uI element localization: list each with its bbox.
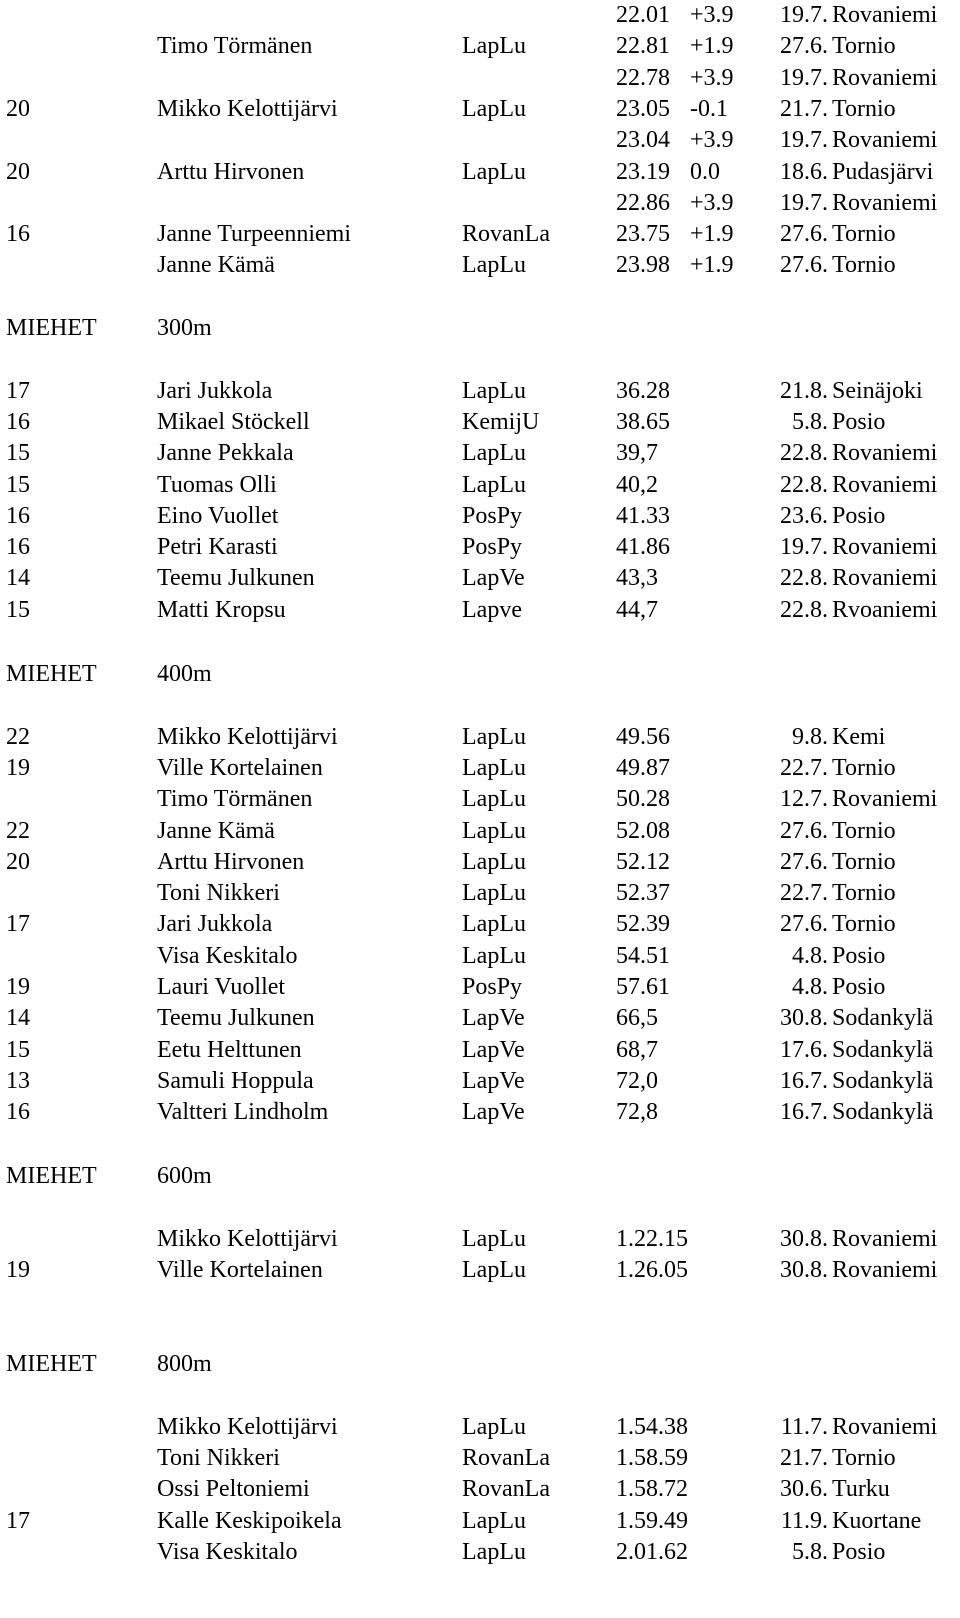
venue-name: Posio: [832, 942, 886, 969]
result-date: 19.7.: [780, 127, 828, 154]
venue-name: Rovaniemi: [832, 440, 938, 467]
venue-name: Rovaniemi: [832, 127, 938, 154]
venue-name: Tornio: [832, 252, 896, 279]
club-name: LapVe: [462, 1099, 525, 1126]
venue-name: Rovaniemi: [832, 1413, 938, 1440]
result-time: 72,8: [616, 1099, 658, 1126]
club-name: RovanLa: [462, 1476, 550, 1503]
club-name: RovanLa: [462, 221, 550, 248]
result-date: 30.8.: [780, 1225, 828, 1252]
section-event-label: 300m: [157, 315, 212, 341]
result-row: [0, 0, 960, 31]
athlete-name: Jari Jukkola: [157, 377, 273, 404]
result-time: 1.26.05: [616, 1256, 688, 1283]
result-date: 22.7.: [780, 754, 828, 781]
venue-name: Posio: [832, 974, 886, 1000]
wind-reading: 0.0: [690, 158, 720, 185]
result-time: 1.54.38: [616, 1413, 688, 1440]
result-row: [0, 562, 960, 594]
result-date: 27.6.: [780, 848, 828, 875]
result-row: [0, 93, 960, 125]
athlete-age: 22: [6, 817, 30, 844]
wind-reading: +3.9: [690, 2, 734, 28]
result-date: 27.6.: [780, 911, 828, 938]
club-name: LapLu: [462, 911, 526, 938]
athlete-age: 19: [6, 754, 30, 781]
result-time: 1.58.59: [616, 1444, 688, 1471]
athlete-name: Eetu Helttunen: [157, 1036, 302, 1063]
athlete-name: Samuli Hoppula: [157, 1067, 314, 1094]
result-date: 22.8.: [780, 565, 828, 592]
result-row: [0, 500, 960, 532]
athlete-name: Arttu Hirvonen: [157, 848, 305, 875]
club-name: RovanLa: [462, 1444, 550, 1471]
result-time: 68,7: [616, 1036, 658, 1063]
section-heading: [0, 1348, 960, 1380]
venue-name: Turku: [832, 1476, 890, 1503]
club-name: LapLu: [462, 754, 526, 781]
result-date: 27.6.: [780, 817, 828, 844]
athlete-name: Ville Kortelainen: [157, 1256, 323, 1283]
athlete-name: Visa Keskitalo: [157, 1538, 298, 1565]
result-row: [0, 124, 960, 156]
result-date: 27.6.: [780, 252, 828, 279]
athlete-name: Ossi Peltoniemi: [157, 1476, 310, 1503]
athlete-name: Mikko Kelottijärvi: [157, 95, 338, 122]
result-row: [0, 375, 960, 407]
result-time: 40,2: [616, 471, 658, 498]
result-row: [0, 469, 960, 501]
result-row: [0, 156, 960, 188]
athlete-name: Timo Törmänen: [157, 33, 313, 60]
result-date: 16.7.: [780, 1099, 828, 1126]
athlete-name: Janne Pekkala: [157, 440, 294, 467]
club-name: PosPy: [462, 974, 523, 1000]
result-row: [0, 877, 960, 909]
wind-reading: +1.9: [690, 33, 734, 60]
athlete-name: Petri Karasti: [157, 534, 278, 561]
athlete-age: 16: [6, 502, 30, 529]
result-row: [0, 406, 960, 438]
athlete-name: Jari Jukkola: [157, 911, 273, 938]
club-name: LapLu: [462, 1538, 526, 1565]
athlete-name: Ville Kortelainen: [157, 754, 323, 781]
club-name: LapLu: [462, 723, 526, 750]
result-date: 21.7.: [780, 95, 828, 122]
athlete-age: 20: [6, 95, 30, 122]
club-name: PosPy: [462, 502, 523, 529]
result-time: 54.51: [616, 942, 670, 969]
venue-name: Tornio: [832, 754, 896, 781]
athlete-age: 17: [6, 911, 30, 938]
venue-name: Rovaniemi: [832, 534, 938, 561]
venue-name: Kuortane: [832, 1507, 922, 1534]
venue-name: Rovaniemi: [832, 786, 938, 813]
result-date: 19.7.: [780, 189, 828, 216]
result-date: 30.6.: [780, 1476, 828, 1503]
athlete-name: Matti Kropsu: [157, 596, 286, 623]
result-date: 22.8.: [780, 471, 828, 498]
venue-name: Kemi: [832, 723, 886, 750]
club-name: LapVe: [462, 1036, 525, 1063]
athlete-age: 16: [6, 1099, 30, 1126]
athlete-name: Timo Törmänen: [157, 786, 313, 813]
result-date: 30.8.: [780, 1256, 828, 1283]
venue-name: Sodankylä: [832, 1099, 934, 1126]
venue-name: Sodankylä: [832, 1005, 934, 1032]
club-name: LapLu: [462, 1225, 526, 1252]
wind-reading: +1.9: [690, 252, 734, 279]
venue-name: Rvoaniemi: [832, 596, 938, 623]
venue-name: Tornio: [832, 880, 896, 907]
venue-name: Tornio: [832, 911, 896, 938]
wind-reading: +3.9: [690, 64, 734, 91]
result-time: 44,7: [616, 596, 658, 623]
club-name: LapLu: [462, 1413, 526, 1440]
section-event-label: 600m: [157, 1163, 212, 1189]
venue-name: Rovaniemi: [832, 471, 938, 498]
result-date: 4.8.: [792, 942, 828, 969]
result-row: [0, 1505, 960, 1537]
result-time: 23.98: [616, 252, 670, 279]
club-name: LapLu: [462, 471, 526, 498]
athlete-name: Mikko Kelottijärvi: [157, 1413, 338, 1440]
result-date: 5.8.: [792, 1538, 828, 1565]
result-row: [0, 437, 960, 469]
athlete-name: Teemu Julkunen: [157, 1005, 315, 1032]
club-name: LapLu: [462, 377, 526, 404]
club-name: LapLu: [462, 817, 526, 844]
result-date: 19.7.: [780, 2, 828, 28]
club-name: LapVe: [462, 565, 525, 592]
result-date: 4.8.: [792, 974, 828, 1000]
athlete-age: 15: [6, 596, 30, 623]
athlete-age: 16: [6, 408, 30, 435]
venue-name: Tornio: [832, 95, 896, 122]
section-group-label: MIEHET: [6, 315, 97, 341]
result-row: [0, 783, 960, 815]
venue-name: Rovaniemi: [832, 1256, 938, 1283]
athlete-age: 17: [6, 1507, 30, 1534]
result-time: 39,7: [616, 440, 658, 467]
athlete-name: Arttu Hirvonen: [157, 158, 305, 185]
result-date: 21.7.: [780, 1444, 828, 1471]
athlete-name: Tuomas Olli: [157, 471, 277, 498]
result-time: 23.75: [616, 221, 670, 248]
athlete-age: 15: [6, 1036, 30, 1063]
result-time: 22.01: [616, 2, 670, 28]
athlete-name: Mikko Kelottijärvi: [157, 723, 338, 750]
athlete-name: Eino Vuollet: [157, 502, 279, 529]
venue-name: Posio: [832, 502, 886, 529]
result-time: 52.12: [616, 848, 670, 875]
section-heading: [0, 658, 960, 690]
athlete-name: Janne Kämä: [157, 817, 275, 844]
result-time: 1.58.72: [616, 1476, 688, 1503]
venue-name: Rovaniemi: [832, 189, 938, 216]
athlete-age: 22: [6, 723, 30, 750]
result-date: 22.8.: [780, 440, 828, 467]
result-row: [0, 815, 960, 847]
club-name: LapLu: [462, 786, 526, 813]
athlete-name: Mikko Kelottijärvi: [157, 1225, 338, 1252]
result-row: [0, 1096, 960, 1128]
venue-name: Tornio: [832, 33, 896, 60]
result-row: [0, 218, 960, 250]
wind-reading: -0.1: [690, 95, 728, 122]
result-row: [0, 908, 960, 940]
athlete-name: Toni Nikkeri: [157, 1444, 280, 1471]
athlete-age: 20: [6, 848, 30, 875]
result-time: 41.86: [616, 534, 670, 561]
result-time: 1.22.15: [616, 1225, 688, 1252]
result-time: 43,3: [616, 565, 658, 592]
section-event-label: 400m: [157, 661, 212, 687]
result-row: [0, 1034, 960, 1066]
athlete-age: 19: [6, 974, 30, 1000]
venue-name: Tornio: [832, 1444, 896, 1471]
result-time: 57.61: [616, 974, 670, 1000]
section-group-label: MIEHET: [6, 661, 97, 687]
result-row: [0, 846, 960, 878]
athlete-name: Visa Keskitalo: [157, 942, 298, 969]
result-time: 23.05: [616, 95, 670, 122]
result-row: [0, 1536, 960, 1568]
venue-name: Tornio: [832, 848, 896, 875]
result-date: 18.6.: [780, 158, 828, 185]
club-name: LapVe: [462, 1067, 525, 1094]
club-name: LapVe: [462, 1005, 525, 1032]
result-time: 50.28: [616, 786, 670, 813]
result-time: 36.28: [616, 377, 670, 404]
result-time: 52.08: [616, 817, 670, 844]
result-row: [0, 1223, 960, 1255]
venue-name: Sodankylä: [832, 1067, 934, 1094]
venue-name: Tornio: [832, 817, 896, 844]
result-row: [0, 1442, 960, 1474]
result-time: 22.81: [616, 33, 670, 60]
athlete-age: 15: [6, 471, 30, 498]
result-row: [0, 1002, 960, 1034]
athlete-name: Kalle Keskipoikela: [157, 1507, 342, 1534]
athlete-age: 14: [6, 1005, 30, 1032]
venue-name: Rovaniemi: [832, 64, 938, 91]
athlete-age: 17: [6, 377, 30, 404]
club-name: LapLu: [462, 942, 526, 969]
wind-reading: +3.9: [690, 189, 734, 216]
wind-reading: +3.9: [690, 127, 734, 154]
venue-name: Sodankylä: [832, 1036, 934, 1063]
result-date: 17.6.: [780, 1036, 828, 1063]
result-date: 22.8.: [780, 596, 828, 623]
club-name: LapLu: [462, 158, 526, 185]
result-date: 27.6.: [780, 221, 828, 248]
result-row: [0, 721, 960, 753]
result-time: 49.87: [616, 754, 670, 781]
result-row: [0, 531, 960, 563]
result-time: 23.19: [616, 158, 670, 185]
result-date: 16.7.: [780, 1067, 828, 1094]
result-date: 30.8.: [780, 1005, 828, 1032]
athlete-age: 14: [6, 565, 30, 592]
club-name: Lapve: [462, 596, 522, 623]
section-heading: [0, 1160, 960, 1192]
result-time: 49.56: [616, 723, 670, 750]
result-date: 27.6.: [780, 33, 828, 60]
athlete-name: Teemu Julkunen: [157, 565, 315, 592]
athlete-age: 16: [6, 534, 30, 561]
athlete-age: 19: [6, 1256, 30, 1283]
result-date: 9.8.: [792, 723, 828, 750]
result-row: [0, 62, 960, 94]
athlete-age: 16: [6, 221, 30, 248]
result-row: [0, 1411, 960, 1443]
venue-name: Pudasjärvi: [832, 158, 934, 185]
venue-name: Rovaniemi: [832, 1225, 938, 1252]
result-date: 11.9.: [780, 1507, 828, 1534]
athlete-name: Janne Kämä: [157, 252, 275, 279]
section-heading: [0, 312, 960, 344]
athlete-age: 15: [6, 440, 30, 467]
result-time: 41.33: [616, 502, 670, 529]
result-time: 1.59.49: [616, 1507, 688, 1534]
venue-name: Posio: [832, 408, 886, 435]
result-row: [0, 1254, 960, 1286]
result-date: 5.8.: [792, 408, 828, 435]
athlete-name: Toni Nikkeri: [157, 880, 280, 907]
athlete-age: 13: [6, 1067, 30, 1094]
result-row: [0, 752, 960, 784]
result-date: 23.6.: [780, 502, 828, 529]
result-time: 66,5: [616, 1005, 658, 1032]
club-name: LapLu: [462, 440, 526, 467]
section-event-label: 800m: [157, 1351, 212, 1377]
venue-name: Seinäjoki: [832, 377, 923, 404]
club-name: LapLu: [462, 848, 526, 875]
result-time: 2.01.62: [616, 1538, 688, 1565]
result-date: 19.7.: [780, 534, 828, 561]
result-row: [0, 249, 960, 281]
result-time: 52.39: [616, 911, 670, 938]
athlete-name: Lauri Vuollet: [157, 974, 286, 1000]
athlete-name: Janne Turpeenniemi: [157, 221, 351, 248]
athlete-age: 20: [6, 158, 30, 185]
venue-name: Tornio: [832, 221, 896, 248]
athlete-name: Mikael Stöckell: [157, 408, 310, 435]
result-row: [0, 30, 960, 62]
result-time: 52.37: [616, 880, 670, 907]
result-time: 72,0: [616, 1067, 658, 1094]
result-date: 11.7.: [780, 1413, 828, 1440]
club-name: LapLu: [462, 880, 526, 907]
result-time: 23.04: [616, 127, 670, 154]
club-name: LapLu: [462, 1256, 526, 1283]
result-time: 38.65: [616, 408, 670, 435]
result-date: 22.7.: [780, 880, 828, 907]
club-name: LapLu: [462, 252, 526, 279]
result-row: [0, 1065, 960, 1097]
club-name: LapLu: [462, 33, 526, 60]
result-date: 19.7.: [780, 64, 828, 91]
wind-reading: +1.9: [690, 221, 734, 248]
club-name: KemijU: [462, 408, 540, 435]
club-name: LapLu: [462, 1507, 526, 1534]
section-group-label: MIEHET: [6, 1351, 97, 1377]
result-row: [0, 1473, 960, 1505]
venue-name: Rovaniemi: [832, 565, 938, 592]
result-date: 12.7.: [780, 786, 828, 813]
result-time: 22.78: [616, 64, 670, 91]
venue-name: Rovaniemi: [832, 2, 938, 28]
result-row: [0, 187, 960, 219]
result-date: 21.8.: [780, 377, 828, 404]
result-row: [0, 594, 960, 626]
section-group-label: MIEHET: [6, 1163, 97, 1189]
result-time: 22.86: [616, 189, 670, 216]
athlete-name: Valtteri Lindholm: [157, 1099, 329, 1126]
venue-name: Posio: [832, 1538, 886, 1565]
result-row: [0, 971, 960, 1003]
club-name: LapLu: [462, 95, 526, 122]
result-row: [0, 940, 960, 972]
club-name: PosPy: [462, 534, 523, 561]
